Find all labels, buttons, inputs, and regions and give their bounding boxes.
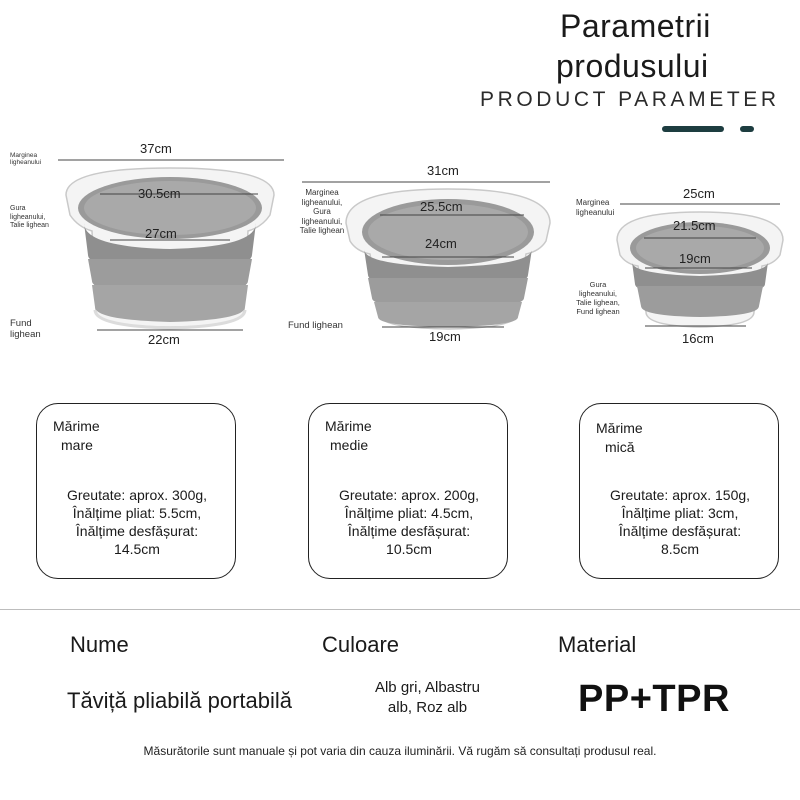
spec-material-value: PP+TPR <box>578 678 730 720</box>
spec-material-label: Material <box>558 632 637 657</box>
card-medium-unfolded-label: Înălțime desfășurat: <box>347 523 471 539</box>
card-large-title-line1: Mărime <box>53 418 100 434</box>
card-large-body <box>37 486 237 558</box>
basin-small-rim-inner: 21.5cm <box>673 218 716 233</box>
size-card-small <box>579 403 779 579</box>
card-small-folded: Înălțime pliat: 3cm, <box>621 505 739 521</box>
card-medium-folded: Înălțime pliat: 4.5cm, <box>344 505 474 521</box>
basin-medium <box>282 155 562 355</box>
spec-color-label: Culoare <box>322 632 400 657</box>
card-small-title-line1: Mărime <box>596 420 643 436</box>
card-medium-title-line1: Mărime <box>325 418 372 434</box>
basin-large <box>0 135 300 355</box>
card-medium-title-line2: medie <box>330 437 369 453</box>
basin-large-rim-label: Marginea ligheanului <box>10 152 42 166</box>
basin-medium-rim-mouth-label: Marginea ligheanului, Gura ligheanului, Talie lighean <box>299 188 345 235</box>
basin-large-top-width: 37cm <box>140 141 172 156</box>
basin-large-mouth-label: Gura ligheanului, Talie lighean <box>10 205 49 229</box>
accent-bar-long <box>662 126 724 132</box>
basin-large-mid: 27cm <box>145 226 177 241</box>
basin-medium-rim-inner: 25.5cm <box>420 199 463 214</box>
accent-bar-short <box>740 126 754 132</box>
card-large-weight: Greutate: aprox. 300g, <box>66 487 208 503</box>
card-small-unfolded-value: 8.5cm <box>660 541 700 557</box>
basin-medium-top-width: 31cm <box>427 163 459 178</box>
card-medium-weight: Greutate: aprox. 200g, <box>338 487 480 503</box>
card-large-folded: Înălțime pliat: 5.5cm, <box>72 505 202 521</box>
basin-small-mid: 19cm <box>679 251 711 266</box>
basin-medium-bottom: 19cm <box>429 329 461 344</box>
size-card-medium <box>308 403 508 579</box>
spec-name-value: Tăviță pliabilă portabilă <box>67 688 293 713</box>
page-subtitle: PRODUCT PARAMETER <box>480 88 780 111</box>
basin-large-rim-inner: 30.5cm <box>138 186 181 201</box>
page-title-line2: produsului <box>556 48 709 84</box>
card-large-title <box>53 417 100 455</box>
card-small-title <box>596 419 643 457</box>
basin-small-bottom: 16cm <box>682 331 714 346</box>
card-large-unfolded-label: Înălțime desfășurat: <box>75 523 199 539</box>
card-large-title-line2: mare <box>61 437 93 453</box>
basin-large-bottom-label: Fund lighean <box>10 318 41 340</box>
card-small-body <box>580 486 780 558</box>
card-small-title-line2: mică <box>605 439 635 455</box>
basin-medium-mid: 24cm <box>425 236 457 251</box>
spec-color-value <box>355 678 500 718</box>
size-card-large <box>36 403 236 579</box>
spec-color-value-line1: Alb gri, Albastru <box>374 679 481 696</box>
basin-small <box>570 180 800 355</box>
basin-large-bottom: 22cm <box>148 332 180 347</box>
card-medium-unfolded-value: 10.5cm <box>386 541 432 557</box>
basin-medium-bottom-label: Fund lighean <box>288 320 343 331</box>
card-small-weight: Greutate: aprox. 150g, <box>609 487 751 503</box>
page-title-line1: Parametrii <box>560 8 711 44</box>
card-medium-body <box>309 486 509 558</box>
card-small-unfolded-label: Înălțime desfășurat: <box>618 523 742 539</box>
card-medium-title <box>325 417 372 455</box>
card-large-unfolded-value: 14.5cm <box>114 541 160 557</box>
disclaimer-footnote: Măsurătorile sunt manuale și pot varia din cauza iluminării. Vă rugăm să consultați produsul real. <box>143 744 657 758</box>
basin-small-top-width: 25cm <box>683 186 715 201</box>
section-divider <box>0 609 800 610</box>
basin-small-mouth-bottom-label: Gura ligheanului, Talie lighean, Fund lighean <box>576 280 620 316</box>
spec-name-label: Nume <box>70 632 129 657</box>
basin-small-rim-label: Marginea ligheanului <box>576 198 615 217</box>
spec-color-value-line2: alb, Roz alb <box>387 699 468 716</box>
